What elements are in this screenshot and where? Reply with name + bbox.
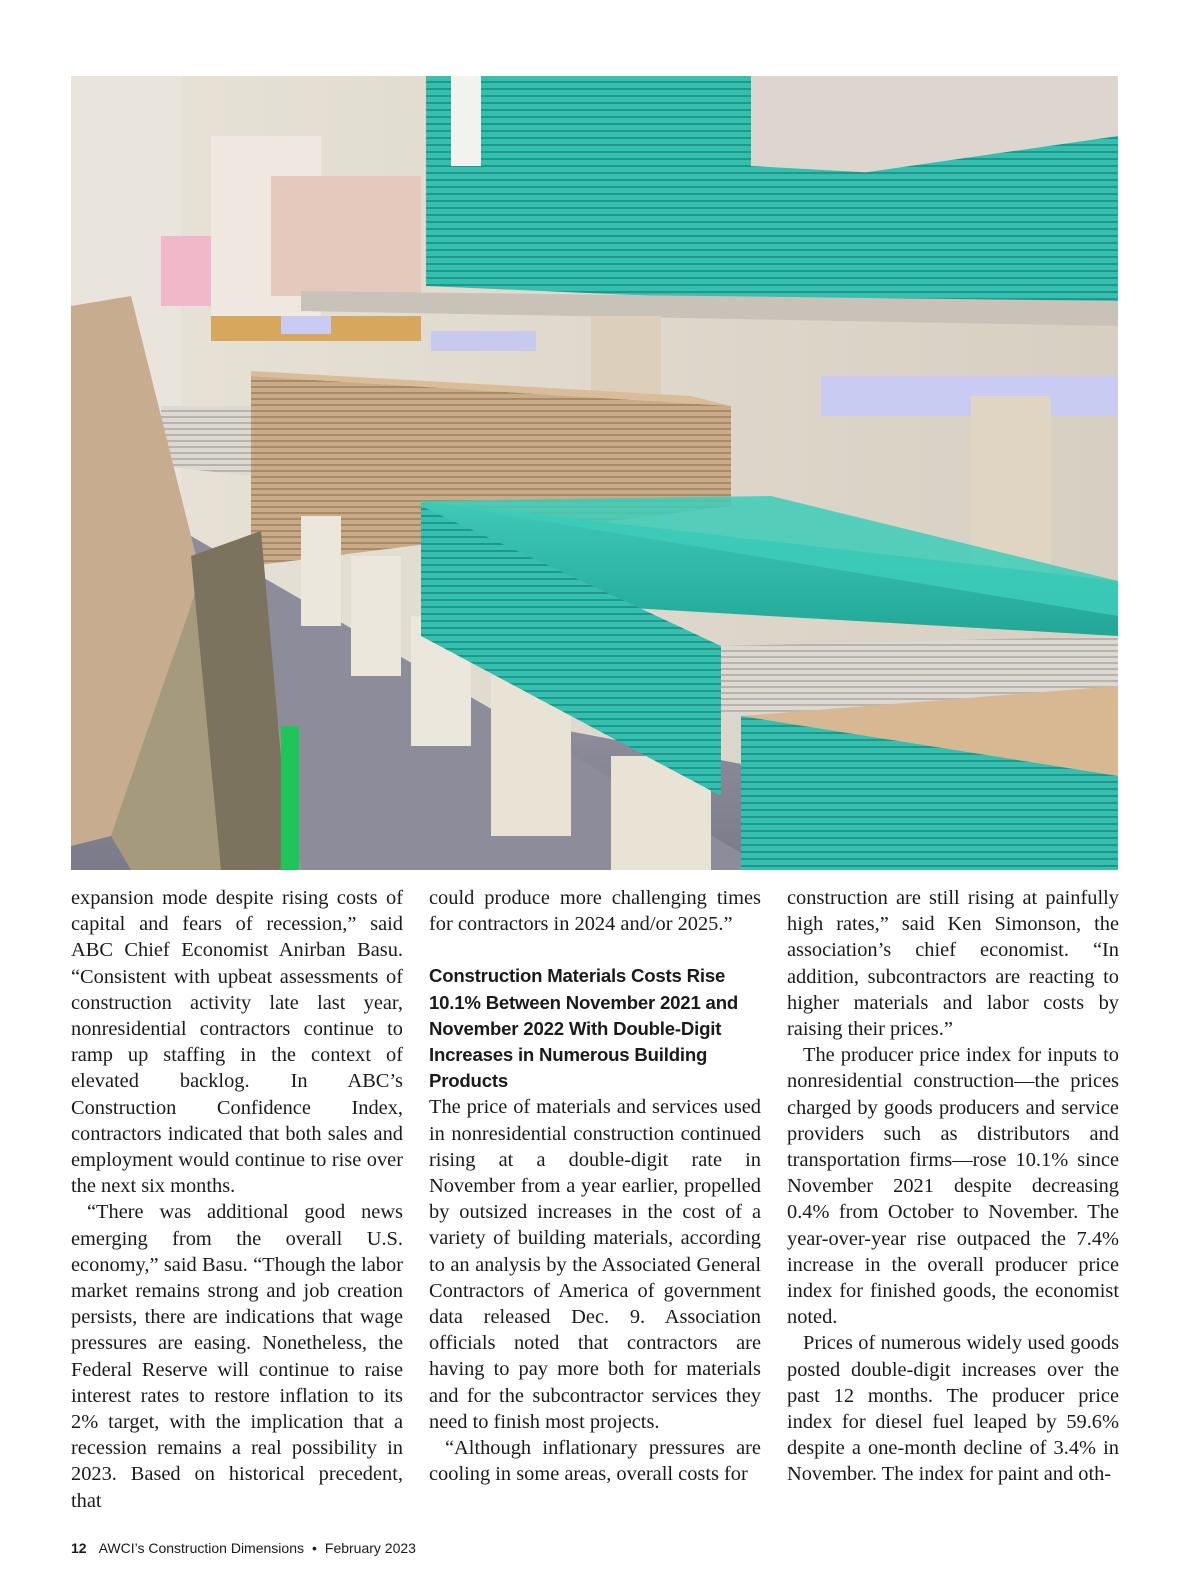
article-column-3 — [787, 885, 1119, 1488]
paragraph: expansion mode despite rising costs of capital and fears of recession,” said ABC Chief Economist Anirban Basu. “Consistent with upbeat assessments of construction activity late last year, nonresidential contractors continue to ramp up staffing in the context of elevated backlog. In ABC’s Construction Confidence Index, contractors indicated that both sales and employment would continue to rise over the next six months. — [71, 887, 403, 1198]
paragraph: could produce more challenging times for contractors in 2024 and/or 2025.” — [429, 887, 761, 936]
drywall-stacks-photo — [71, 76, 1118, 870]
page-footer — [71, 1540, 416, 1556]
paragraph: construction are still rising at painfully high rates,” said Ken Simonson, the association’s chief economist. “In addition, subcontractors are reacting to higher materials and labor costs by raising their prices.” — [787, 887, 1119, 1041]
footer-separator: • — [311, 1540, 317, 1556]
page-number: 12 — [71, 1540, 87, 1556]
paragraph: The producer price index for inputs to nonresidential construction—the prices charged by goods producers and service providers such as distributors and transportation firms—rose 10.1% since November 2021 despite decreasing 0.4% from October to November. The year-over-year rise outpaced the 7.4% increase in the overall producer price index for finished goods, the economist noted. — [787, 1044, 1119, 1329]
paragraph: “Although inflationary pressures are cooling in some areas, overall costs for — [429, 1437, 761, 1486]
paragraph: The price of materials and services used in nonresidential construction continued rising at a double-digit rate in November from a year earlier, propelled by outsized increases in the cost of a variety of building materials, according to an analysis by the Associated General Contractors of America of government data released Dec. 9. Association officials noted that contractors are having to pay more both for materials and for the subcontractor services they need to finish most projects. — [429, 1096, 761, 1433]
paragraph: Prices of numerous widely used goods posted double-digit increases over the past 12 months. The producer price index for diesel fuel leaped by 59.6% despite a one-month decline of 3.4% in November. The index for paint and oth- — [787, 1332, 1119, 1486]
paragraph: “There was additional good news emerging from the overall U.S. economy,” said Basu. “Though the labor market remains strong and job creation persists, there are indications that wage pressures are easing. Nonetheless, the Federal Reserve will continue to raise interest rates to restore inflation to its 2% target, with the implication that a recession remains a real possibility in 2023. Based on historical precedent, that — [71, 1201, 403, 1512]
article-column-2 — [429, 885, 761, 1487]
section-subhead: Construction Materials Costs Rise 10.1% Between November 2021 and November 2022 With Double-Digit Increases in Numerous Building Products — [429, 965, 739, 1092]
article-column-1 — [71, 885, 403, 1514]
publication-name: AWCI’s Construction Dimensions — [98, 1540, 304, 1556]
issue-date: February 2023 — [324, 1540, 416, 1556]
